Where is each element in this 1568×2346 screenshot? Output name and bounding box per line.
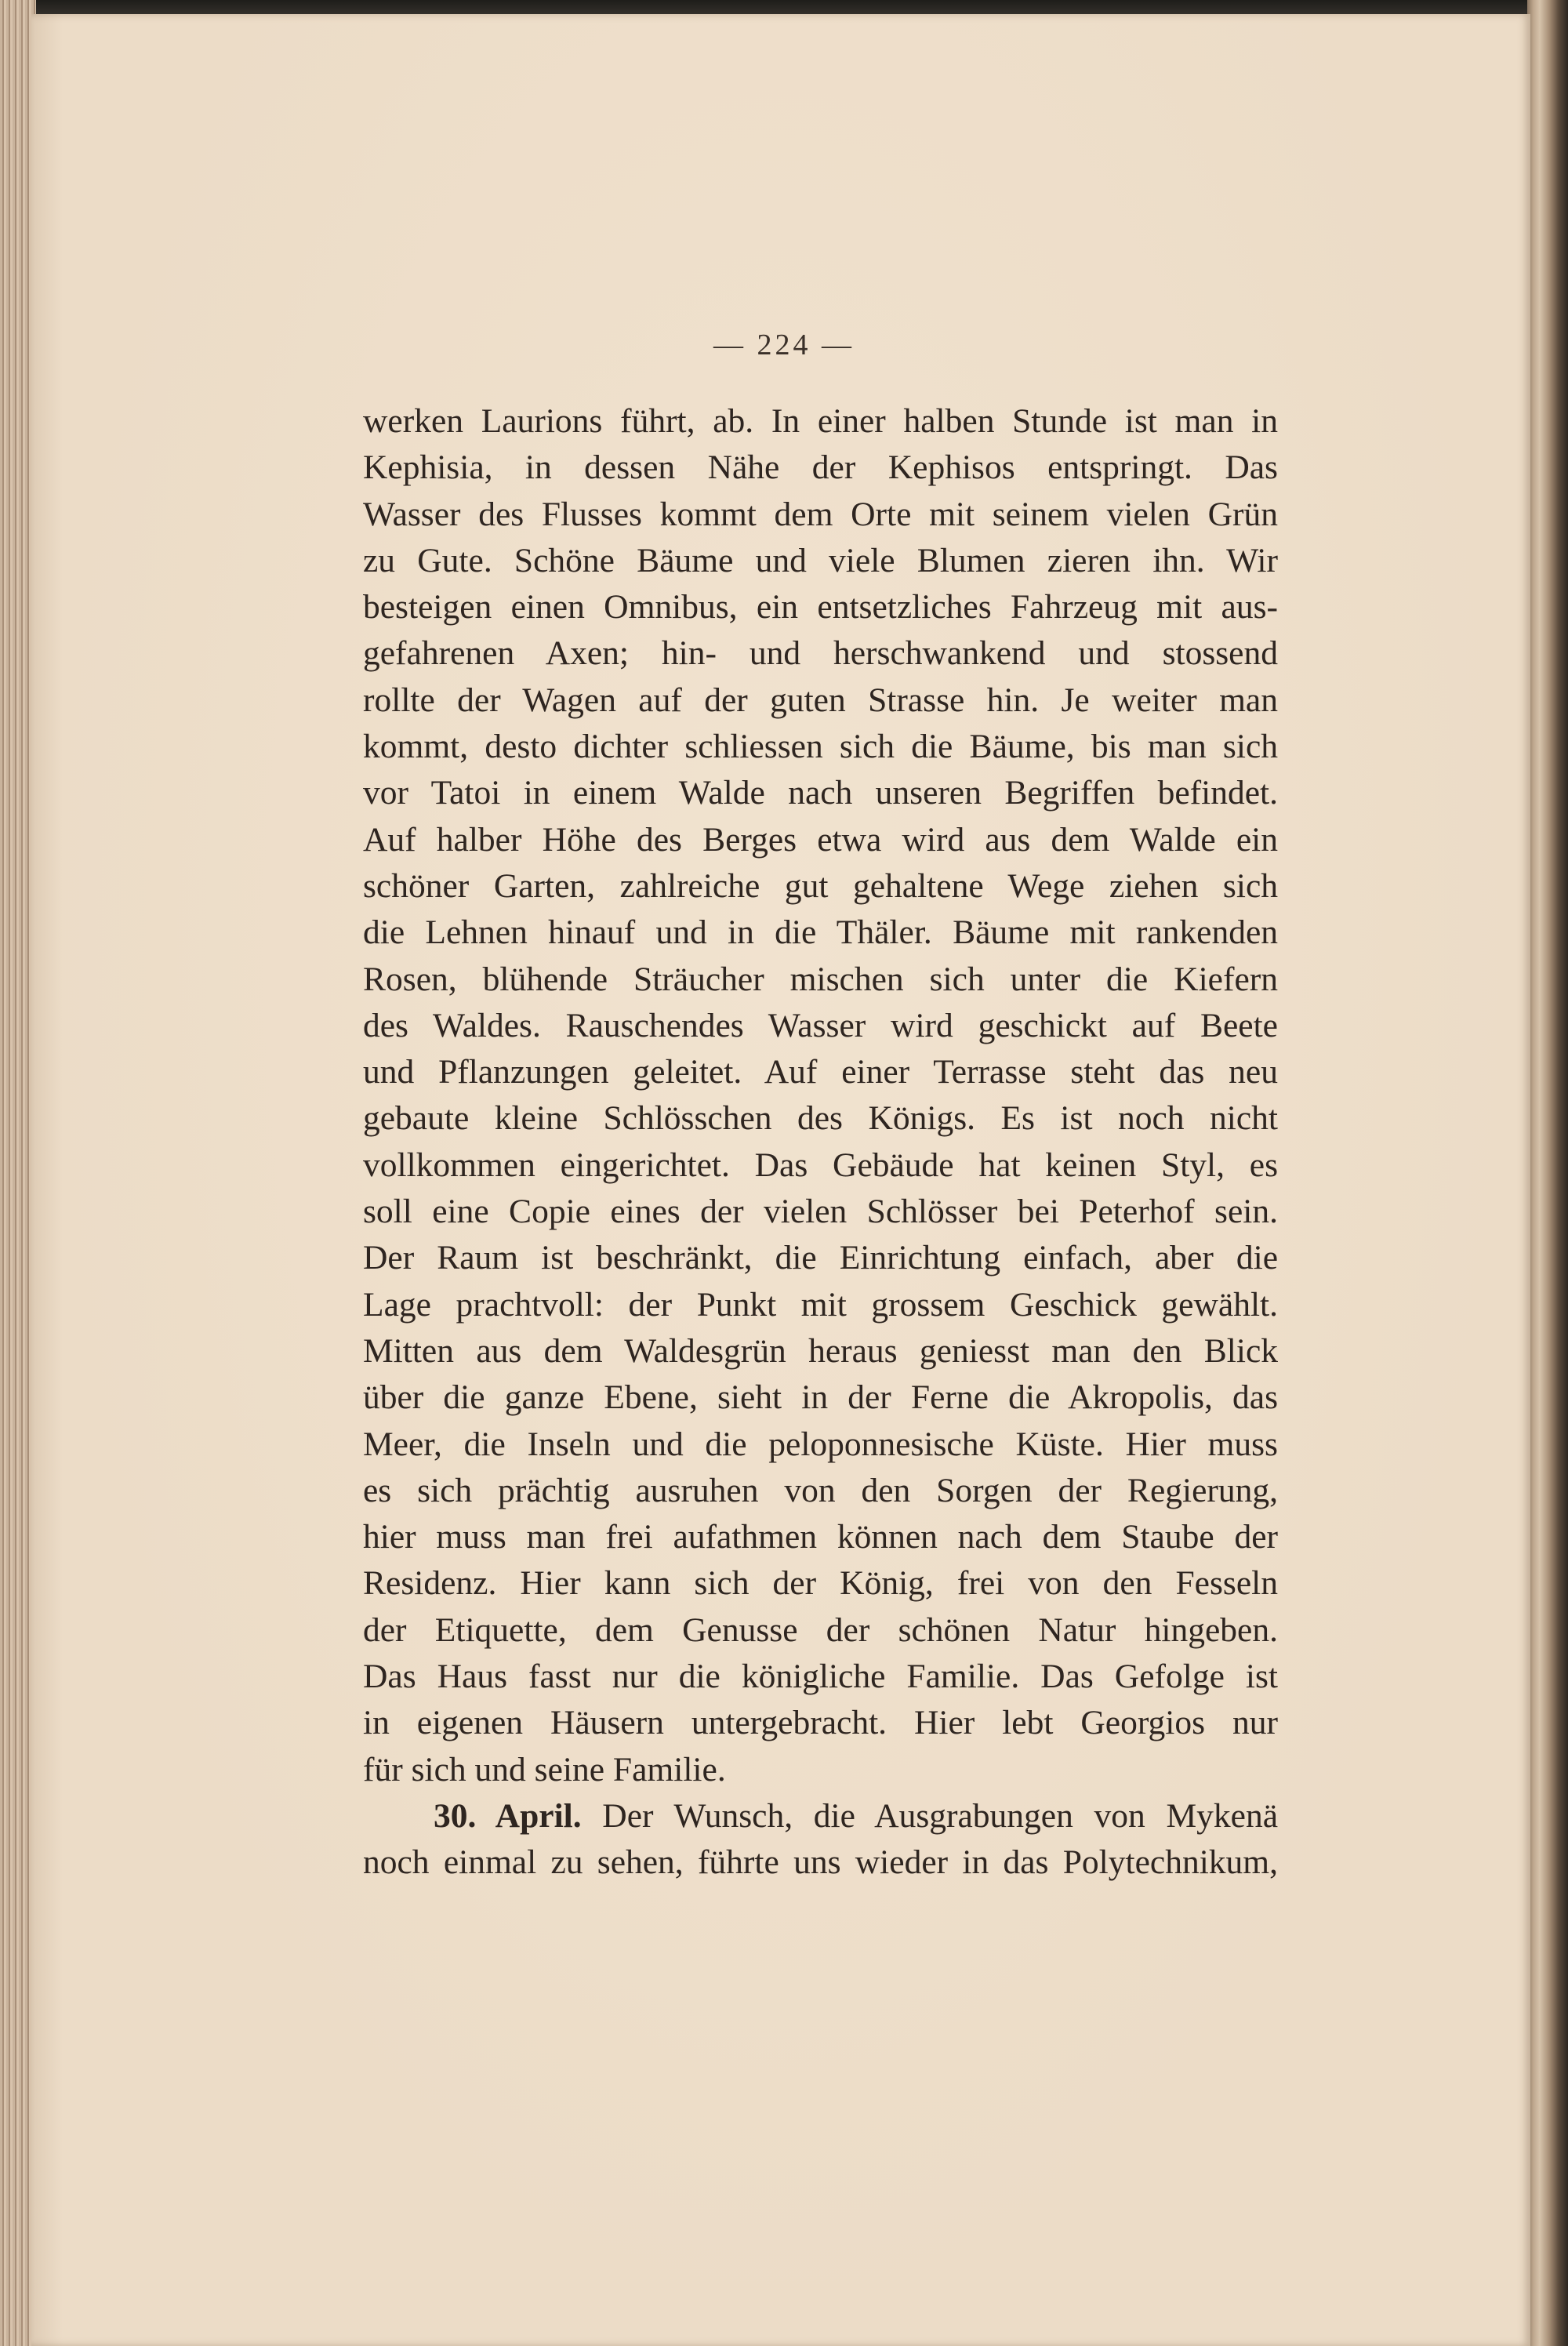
text-line: gebaute kleine Schlösschen des Königs. Es ist noch nicht bbox=[363, 1099, 1278, 1138]
text-line: es sich prächtig ausruhen von den Sorgen der Regierung, bbox=[363, 1471, 1278, 1509]
text-line: für sich und seine Familie. bbox=[363, 1750, 726, 1789]
text-line: Lage prachtvoll: der Punkt mit grossem Geschick gewählt. bbox=[363, 1285, 1278, 1324]
text-line: soll eine Copie eines der vielen Schlösser bei Peterhof sein. bbox=[363, 1193, 1278, 1231]
text-line: Residenz. Hier kann sich der König, frei von den Fesseln bbox=[363, 1564, 1278, 1603]
text-line: vollkommen eingerichtet. Das Gebäude hat keinen Styl, es bbox=[363, 1146, 1278, 1184]
text-line: noch einmal zu sehen, führte uns wieder in das Polytechnikum, bbox=[363, 1843, 1278, 1882]
text-line: des Waldes. Rauschendes Wasser wird geschickt auf Beete bbox=[363, 1006, 1278, 1044]
text-line: schöner Garten, zahlreiche gut gehaltene Wege ziehen sich bbox=[363, 866, 1278, 905]
text-line: in eigenen Häusern untergebracht. Hier lebt Georgios nur bbox=[363, 1704, 1278, 1742]
text-line: gefahrenen Axen; hin- und herschwankend und stossend bbox=[363, 634, 1278, 673]
text-line: Wasser des Flusses kommt dem Orte mit seinem vielen Grün bbox=[363, 495, 1278, 533]
text-segment: Der Wunsch, die Ausgrabungen von Mykenä bbox=[581, 1796, 1279, 1835]
text-line: über die ganze Ebene, sieht in der Ferne die Akropolis, das bbox=[363, 1378, 1278, 1417]
text-line: rollte der Wagen auf der guten Strasse hin. Je weiter man bbox=[363, 681, 1278, 719]
text-line: vor Tatoi in einem Walde nach unseren Begriffen befindet. bbox=[363, 774, 1278, 812]
text-line: der Etiquette, dem Genusse der schönen Natur hingeben. bbox=[363, 1611, 1278, 1649]
text-line: werken Laurions führt, ab. In einer halben Stunde ist man in bbox=[363, 402, 1278, 440]
paragraph-2 bbox=[363, 1793, 1278, 1887]
text-line bbox=[363, 1793, 1278, 1839]
text-line: Kephisia, in dessen Nähe der Kephisos entspringt. Das bbox=[363, 448, 1278, 487]
text-line: hier muss man frei aufathmen können nach dem Staube der bbox=[363, 1518, 1278, 1556]
page-number: — 224 — bbox=[713, 329, 855, 361]
text-line: Der Raum ist beschränkt, die Einrichtung einfach, aber die bbox=[363, 1239, 1278, 1277]
text-line: Mitten aus dem Waldesgrün heraus geniesst man den Blick bbox=[363, 1331, 1278, 1370]
body-text bbox=[363, 398, 1278, 1887]
text-line: und Pflanzungen geleitet. Auf einer Terrasse steht das neu bbox=[363, 1053, 1278, 1091]
text-line: zu Gute. Schöne Bäume und viele Blumen zieren ihn. Wir bbox=[363, 541, 1278, 579]
text-line: die Lehnen hinauf und in die Thäler. Bäume mit rankenden bbox=[363, 913, 1278, 952]
text-line: Meer, die Inseln und die peloponnesische Küste. Hier muss bbox=[363, 1425, 1278, 1463]
date-label: 30. April. bbox=[434, 1796, 582, 1835]
paragraph-1 bbox=[363, 398, 1278, 1793]
text-line: Rosen, blühende Sträucher mischen sich unter die Kiefern bbox=[363, 960, 1278, 998]
text-line: Auf halber Höhe des Berges etwa wird aus dem Walde ein bbox=[363, 820, 1278, 859]
text-line: Das Haus fasst nur die königliche Familie. Das Gefolge ist bbox=[363, 1658, 1278, 1696]
text-line: kommt, desto dichter schliessen sich die Bäume, bis man sich bbox=[363, 728, 1278, 766]
text-line: besteigen einen Omnibus, ein entsetzliches Fahrzeug mit aus- bbox=[363, 588, 1278, 626]
